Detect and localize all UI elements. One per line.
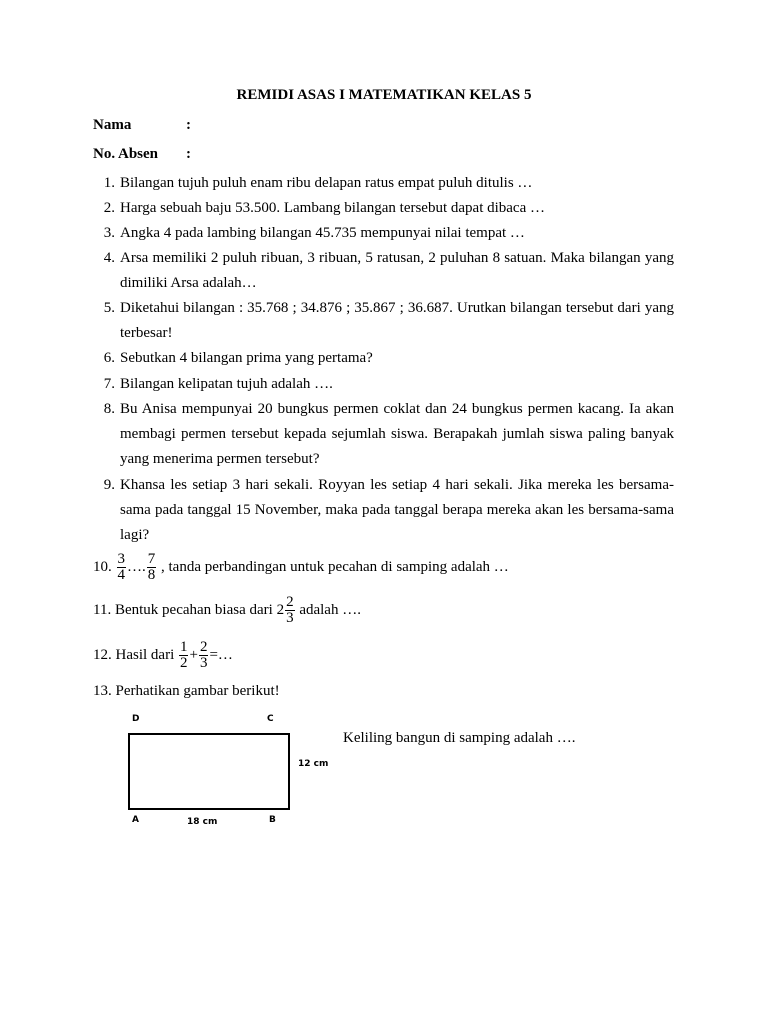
question-text: Bu Anisa mempunyai 20 bungkus permen coklat dan 24 bungkus permen kacang. Ia akan membagi permen tersebut kepada sejumlah siswa. Berapakah jumlah siswa paling banyak yang menerima permen tersebut? bbox=[120, 401, 674, 467]
ellipsis: …. bbox=[127, 558, 146, 575]
height-label: 12 cm bbox=[298, 759, 329, 769]
vertex-b-label: B bbox=[269, 815, 276, 825]
question-text: Angka 4 pada lambing bilangan 45.735 mempunyai nilai tempat … bbox=[120, 225, 525, 241]
fraction: $\frac{1}{2}$ bbox=[179, 639, 188, 671]
question-text: Bilangan tujuh puluh enam ribu delapan ratus empat puluh ditulis … bbox=[120, 175, 533, 191]
question-text: Hasil dari bbox=[115, 646, 175, 663]
question-text: Bilangan kelipatan tujuh adalah …. bbox=[120, 376, 333, 392]
figure-question-text: Keliling bangun di samping adalah …. bbox=[343, 730, 576, 746]
question-number: 7. bbox=[103, 376, 115, 392]
question-number: 12. bbox=[93, 646, 112, 663]
whole-number: 2 bbox=[276, 601, 285, 618]
question-3 bbox=[93, 221, 674, 246]
question-12 bbox=[93, 640, 233, 671]
question-number: 8. bbox=[103, 401, 115, 417]
question-5 bbox=[93, 296, 674, 346]
question-number: 3. bbox=[103, 225, 115, 241]
width-label: 18 cm bbox=[187, 817, 218, 827]
question-text: Perhatikan gambar berikut! bbox=[115, 683, 280, 699]
question-7 bbox=[93, 372, 674, 397]
question-number: 1. bbox=[103, 175, 115, 191]
question-number: 13. bbox=[93, 683, 112, 699]
question-4 bbox=[93, 246, 674, 296]
name-label: Nama bbox=[93, 117, 132, 133]
vertex-a-label: A bbox=[132, 815, 139, 825]
question-number: 10. bbox=[93, 558, 112, 575]
vertex-c-label: C bbox=[267, 714, 274, 724]
question-text: Sebutkan 4 bilangan prima yang pertama? bbox=[120, 350, 373, 366]
question-1 bbox=[93, 171, 674, 196]
question-number: 5. bbox=[103, 300, 115, 316]
question-6 bbox=[93, 346, 674, 371]
question-9 bbox=[93, 473, 674, 548]
question-text: Diketahui bilangan : 35.768 ; 34.876 ; 35.867 ; 36.687. Urutkan bilangan tersebut dari yang terbesar! bbox=[120, 300, 674, 341]
question-text: Bentuk pecahan biasa dari bbox=[114, 601, 273, 618]
question-number: 9. bbox=[103, 477, 115, 493]
rectangle-shape bbox=[128, 733, 290, 810]
question-2 bbox=[93, 196, 674, 221]
absen-separator: : bbox=[186, 146, 191, 162]
absen-label: No. Absen bbox=[93, 146, 159, 162]
question-number: 4. bbox=[103, 250, 115, 266]
question-11 bbox=[93, 595, 361, 626]
fraction: $\frac{2}{3}$ bbox=[199, 639, 208, 671]
question-text: Arsa memiliki 2 puluh ribuan, 3 ribuan, 5 ratusan, 2 puluhan 8 satuan. Maka bilangan yang dimiliki Arsa adalah… bbox=[120, 250, 674, 291]
question-number: 11. bbox=[93, 601, 112, 618]
fraction: $\frac{2}{3}$ bbox=[286, 594, 294, 626]
absen-field bbox=[93, 146, 191, 163]
name-separator: : bbox=[186, 117, 191, 133]
question-number: 2. bbox=[103, 200, 115, 216]
name-field bbox=[93, 117, 191, 134]
question-text: Harga sebuah baju 53.500. Lambang bilangan tersebut dapat dibaca … bbox=[120, 200, 546, 216]
question-10 bbox=[93, 552, 509, 583]
plus-sign: + bbox=[189, 646, 198, 663]
vertex-d-label: D bbox=[132, 714, 140, 724]
fraction: $\frac{3}{4}$ bbox=[117, 551, 125, 583]
page-title: REMIDI ASAS I MATEMATIKAN KELAS 5 bbox=[236, 87, 532, 103]
question-text-after: adalah …. bbox=[299, 601, 361, 618]
question-number: 6. bbox=[103, 350, 115, 366]
question-text: Khansa les setiap 3 hari sekali. Royyan les setiap 4 hari sekali. Jika mereka les bersama-sama pada tanggal 15 November, maka pada tanggal berapa mereka akan les bersama-sama lagi? bbox=[120, 477, 674, 543]
fraction: $\frac{7}{8}$ bbox=[147, 551, 156, 583]
question-text: , tanda perbandingan untuk pecahan di samping adalah … bbox=[161, 558, 509, 575]
equals-sign: =… bbox=[209, 646, 233, 663]
question-13 bbox=[93, 683, 280, 700]
question-8 bbox=[93, 397, 674, 472]
